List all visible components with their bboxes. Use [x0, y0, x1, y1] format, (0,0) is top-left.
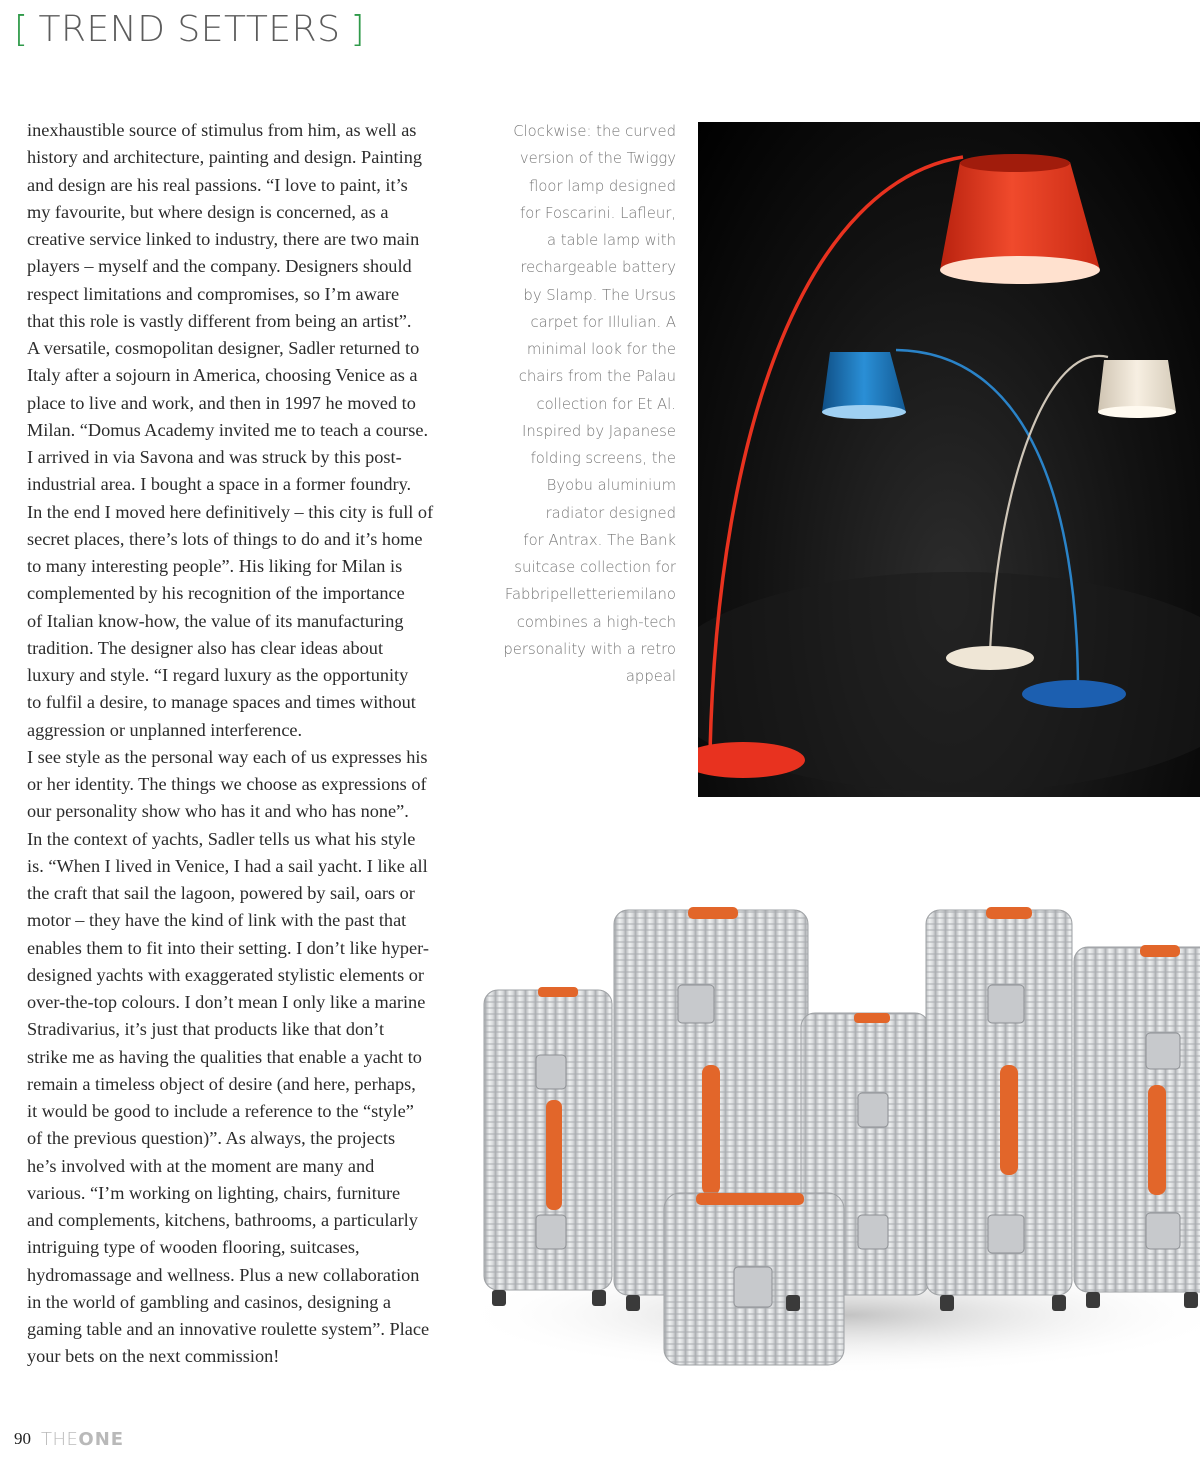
section-title: TREND SETTERS	[38, 9, 341, 50]
magazine-logo	[41, 1429, 124, 1450]
text-line: and complements, kitchens, bathrooms, a particularly	[27, 1210, 418, 1230]
blue-lamp-base	[1022, 680, 1126, 708]
text-line: to many interesting people”. His liking for Milan is	[27, 556, 403, 576]
text-line: your bets on the next commission!	[27, 1346, 280, 1367]
text-line: various. “I’m working on lighting, chairs, furniture	[27, 1182, 401, 1203]
cream-lamp-shade	[1098, 360, 1176, 412]
text-line: Clockwise: the curved	[513, 123, 676, 140]
text-line: Italy after a sojourn in America, choosing Venice as a	[27, 365, 418, 386]
logo-one: ONE	[78, 1428, 125, 1450]
text-line: intriguing type of wooden flooring, suitcases,	[27, 1237, 360, 1258]
suitcase-tall-right	[926, 907, 1072, 1295]
blue-lamp-shade	[822, 352, 906, 412]
text-line: creative service linked to industry, there are two main	[27, 229, 420, 249]
text-line: secret places, there’s lots of things to do and it’s home	[27, 528, 423, 549]
photo-caption	[496, 118, 676, 690]
text-line: radiator designed	[545, 504, 676, 522]
section-header	[14, 8, 365, 52]
text-line: our personality show who has it and who has none”.	[27, 801, 409, 822]
text-line: inexhaustible source of stimulus from him, as well as	[27, 120, 417, 140]
text-line: floor lamp designed	[529, 177, 676, 195]
text-line: collection for Et Al.	[536, 395, 676, 413]
text-line: hydromassage and wellness. Plus a new collaboration	[27, 1264, 420, 1285]
text-line: that this role is vastly different from being an artist”.	[27, 310, 412, 331]
text-line: Fabbripelletteriemilano	[504, 586, 676, 604]
header-bracket-open: [	[14, 9, 29, 50]
text-line: I arrived in via Savona and was struck by this post-	[27, 447, 402, 467]
text-line: of Italian know-how, the value of its manufacturing	[27, 610, 404, 631]
text-line: combines a high-tech	[516, 613, 676, 631]
text-line: personality with a retro	[503, 640, 676, 658]
blue-shade-glow	[822, 405, 906, 419]
text-line: luxury and style. “I regard luxury as the opportunity	[27, 665, 409, 685]
text-line: In the end I moved here definitively – this city is full of	[27, 501, 434, 522]
text-line: it would be good to include a reference to the “style”	[27, 1101, 414, 1121]
cream-lamp-base	[946, 646, 1034, 670]
page-number: 90	[14, 1429, 31, 1448]
text-line: motor – they have the kind of link with the past that	[27, 910, 407, 931]
text-line: and design are his real passions. “I love to paint, it’s	[27, 174, 408, 195]
text-line: I see style as the personal way each of us expresses his	[27, 746, 428, 767]
text-line: by Slamp. The Ursus	[523, 286, 676, 304]
bank-suitcase-collection-photo	[456, 895, 1200, 1395]
text-line: tradition. The designer also has clear ideas about	[27, 637, 384, 658]
text-line: minimal look for the	[526, 341, 676, 358]
article-body	[27, 117, 439, 1371]
text-line: strike me as having the qualities that enable a yacht to	[27, 1046, 422, 1067]
logo-the: THE	[41, 1428, 79, 1450]
suitcase-illustration	[456, 895, 1200, 1395]
page-footer	[14, 1427, 124, 1451]
text-line: designed yachts with exaggerated stylistic elements or	[27, 964, 424, 985]
red-lamp-shade	[940, 162, 1100, 270]
vanity-case	[664, 1193, 844, 1365]
cream-shade-glow	[1098, 406, 1176, 418]
text-line: or her identity. The things we choose as expressions of	[27, 774, 427, 794]
text-line: for Antrax. The Bank	[523, 531, 676, 549]
suitcase-right	[1074, 945, 1200, 1292]
text-line: respect limitations and compromises, so I’m aware	[27, 283, 400, 304]
text-line: a table lamp with	[546, 232, 676, 249]
text-line: enables them to fit into their setting. I don’t like hyper-	[27, 937, 429, 958]
text-line: carpet for Illulian. A	[530, 313, 676, 331]
text-line: chairs from the Palau	[518, 368, 676, 386]
text-line: in the world of gambling and casinos, designing a	[27, 1291, 392, 1312]
text-line: appeal	[625, 668, 676, 685]
text-line: remain a timeless object of desire (and here, perhaps,	[27, 1073, 416, 1094]
text-line: version of the Twiggy	[519, 150, 676, 168]
text-line: Inspired by Japanese	[522, 422, 676, 440]
suitcase-left	[484, 987, 612, 1290]
text-line: Byobu aluminium	[546, 477, 676, 495]
text-line: players – myself and the company. Designers should	[27, 256, 412, 277]
red-shade-top	[960, 154, 1070, 172]
text-line: A versatile, cosmopolitan designer, Sadler returned to	[27, 338, 420, 358]
text-line: industrial area. I bought a space in a former foundry.	[27, 474, 412, 495]
text-line: Milan. “Domus Academy invited me to teach a course.	[27, 419, 429, 440]
header-bracket-close: ]	[350, 9, 365, 50]
text-line: my favourite, but where design is concerned, as a	[27, 201, 389, 222]
text-line: Stradivarius, it’s just that products like that don’t	[27, 1019, 385, 1040]
text-line: he’s involved with at the moment are many and	[27, 1155, 375, 1176]
text-line: of the previous question)”. As always, the projects	[27, 1128, 396, 1149]
text-line: for Foscarini. Lafleur,	[520, 204, 676, 222]
text-line: to fulfil a desire, to manage spaces and times without	[27, 692, 416, 713]
lamp-illustration	[698, 122, 1200, 797]
text-line: is. “When I lived in Venice, I had a sail yacht. I like all	[27, 855, 428, 876]
text-line: over-the-top colours. I don’t mean I only like a marine	[27, 992, 426, 1012]
text-line: rechargeable battery	[520, 259, 676, 277]
text-line: aggression or unplanned interference.	[27, 719, 303, 740]
text-line: suitcase collection for	[514, 559, 676, 576]
twiggy-floor-lamps-photo	[698, 122, 1200, 797]
text-line: folding screens, the	[530, 450, 676, 467]
text-line: history and architecture, painting and design. Painting	[27, 147, 422, 168]
text-line: In the context of yachts, Sadler tells us what his style	[27, 828, 416, 849]
red-shade-glow	[940, 256, 1100, 284]
text-line: place to live and work, and then in 1997 he moved to	[27, 392, 416, 413]
text-line: complemented by his recognition of the importance	[27, 583, 405, 604]
text-line: gaming table and an innovative roulette system”. Place	[27, 1319, 430, 1339]
text-line: the craft that sail the lagoon, powered by sail, oars or	[27, 883, 415, 903]
